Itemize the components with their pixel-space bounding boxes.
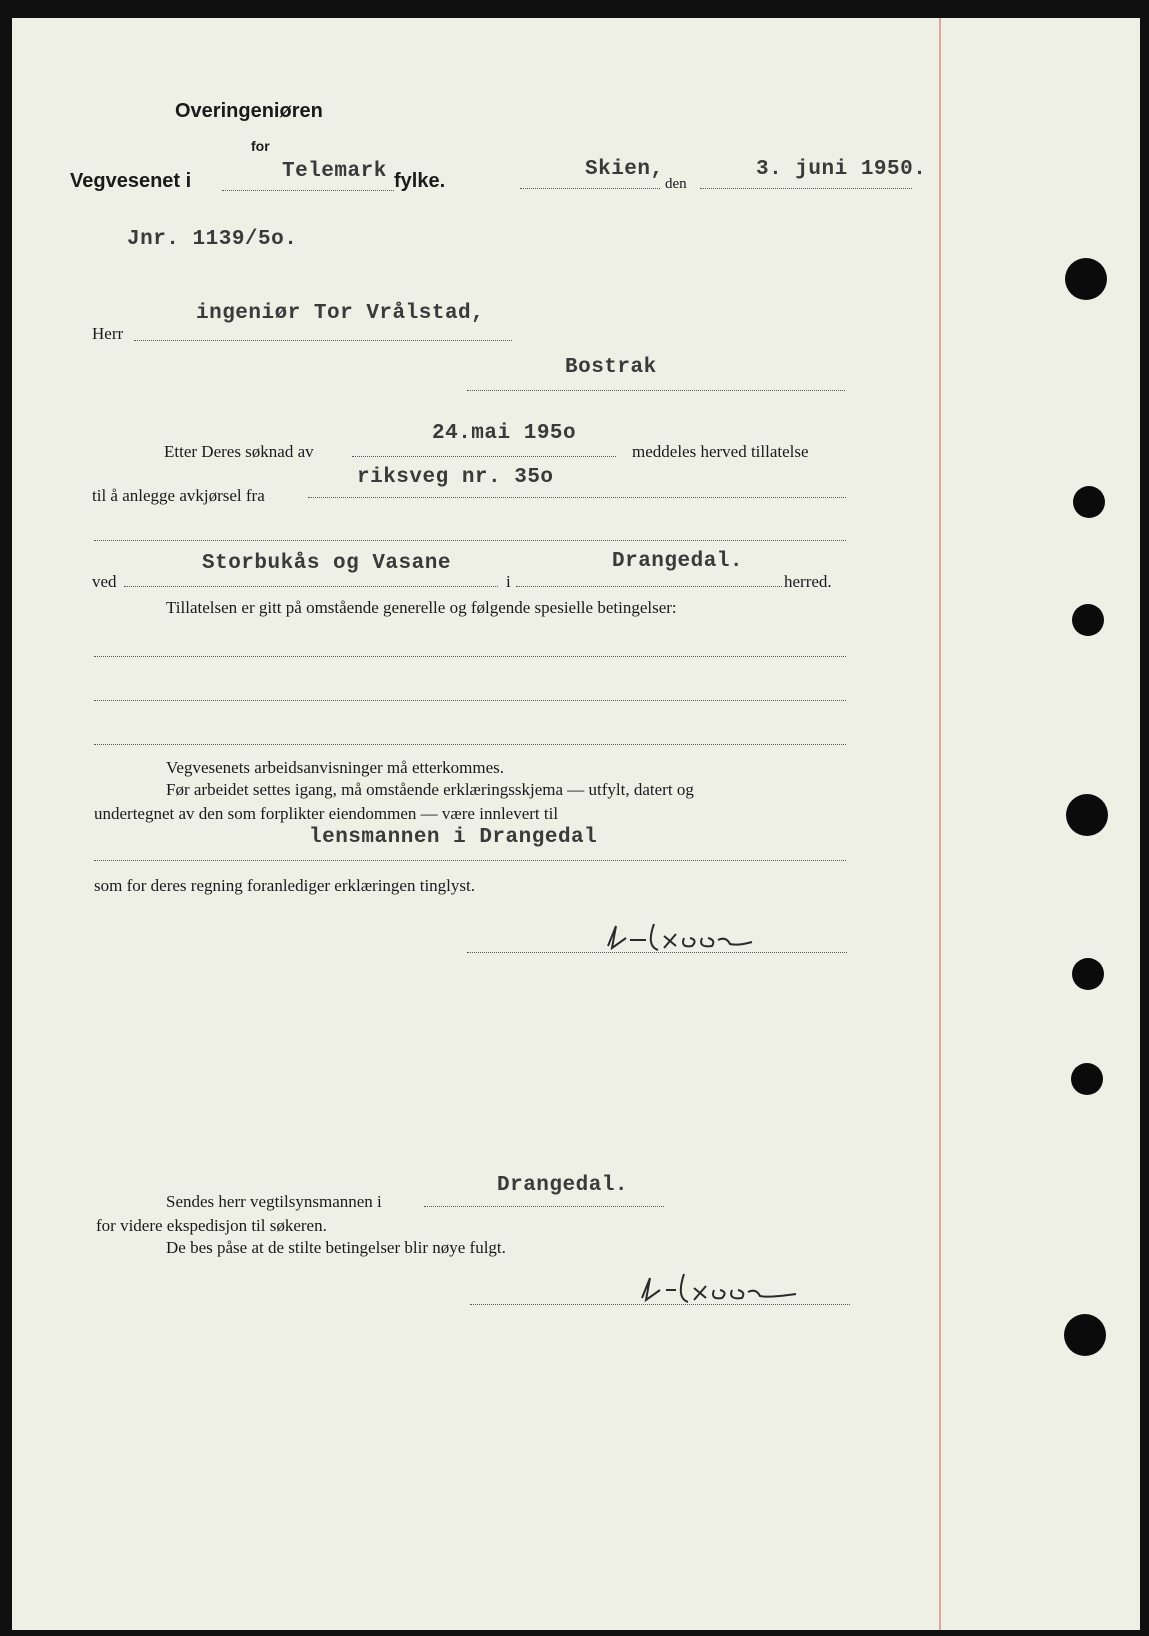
- blank-line: [94, 540, 846, 541]
- application-text-start: Etter Deres søknad av: [164, 442, 314, 461]
- place-value: Skien,: [585, 158, 664, 181]
- punch-hole: [1073, 486, 1105, 518]
- forward-line-3: De bes påse at de stilte betingelser blir nøye fulgt.: [166, 1238, 506, 1257]
- journal-number: Jnr. 1139/5o.: [127, 228, 298, 251]
- instructions-line-4: som for deres regning foranlediger erklæringen tinglyst.: [94, 876, 475, 895]
- recipient-line: [134, 340, 512, 341]
- conditions-line-3: [94, 744, 846, 745]
- office-title: Overingeniøren: [175, 100, 323, 122]
- sheriff-value: lensmannen i Drangedal: [309, 826, 598, 849]
- road-value: riksveg nr. 35o: [357, 466, 554, 489]
- road-label: til å anlegge avkjørsel fra: [92, 486, 265, 505]
- county-line: [222, 190, 394, 191]
- recipient-name: ingeniør Tor Vrålstad,: [196, 302, 485, 325]
- recipient-address: Bostrak: [565, 356, 657, 379]
- forward-place-line: [424, 1206, 664, 1207]
- municipality-value: Drangedal.: [612, 550, 744, 573]
- punch-hole: [1065, 258, 1107, 300]
- agency-label: Vegvesenet i: [70, 170, 192, 192]
- application-date: 24.mai 195o: [432, 422, 577, 445]
- punch-hole: [1072, 958, 1104, 990]
- date-value: 3. juni 1950.: [756, 158, 927, 181]
- date-prefix: den: [665, 176, 687, 192]
- conditions-text: Tillatelsen er gitt på omstående generelle og følgende spesielle betingelser:: [166, 598, 677, 617]
- punch-hole: [1064, 1314, 1106, 1356]
- road-line: [308, 497, 846, 498]
- location-line: [124, 586, 498, 587]
- i-label: i: [506, 572, 511, 591]
- forward-line-1: Sendes herr vegtilsynsmannen i: [166, 1192, 382, 1211]
- signature-1: [602, 916, 802, 960]
- conditions-line-2: [94, 700, 846, 701]
- signature-line-2: [470, 1304, 850, 1305]
- punch-hole: [1066, 794, 1108, 836]
- application-date-line: [352, 456, 616, 457]
- address-line: [467, 390, 845, 391]
- ved-label: ved: [92, 572, 117, 591]
- instructions-line-3: undertegnet av den som forplikter eiendommen — være innlevert til: [94, 804, 559, 823]
- municipality-line: [516, 586, 782, 587]
- instructions-line-1: Vegvesenets arbeidsanvisninger må etterkommes.: [166, 758, 505, 777]
- application-text-end: meddeles herved tillatelse: [632, 442, 809, 461]
- margin-line: [939, 18, 941, 1630]
- forward-place-value: Drangedal.: [497, 1174, 629, 1197]
- date-line: [700, 188, 912, 189]
- for-label: for: [251, 138, 270, 154]
- forward-line-2: for videre ekspedisjon til søkeren.: [96, 1216, 327, 1235]
- document-page: [12, 18, 1140, 1630]
- conditions-line-1: [94, 656, 846, 657]
- punch-hole: [1071, 1063, 1103, 1095]
- instructions-line-2: Før arbeidet settes igang, må omstående erklæringsskjema — utfylt, datert og: [166, 780, 694, 799]
- herred-label: herred.: [784, 572, 832, 591]
- county-value: Telemark: [282, 160, 387, 183]
- punch-hole: [1072, 604, 1104, 636]
- county-suffix: fylke.: [394, 170, 446, 192]
- location-value: Storbukås og Vasane: [202, 552, 451, 575]
- herr-label: Herr: [92, 324, 124, 343]
- place-line: [520, 188, 660, 189]
- signature-2: [636, 1268, 836, 1312]
- signature-line-1: [467, 952, 847, 953]
- sheriff-line: [94, 860, 846, 861]
